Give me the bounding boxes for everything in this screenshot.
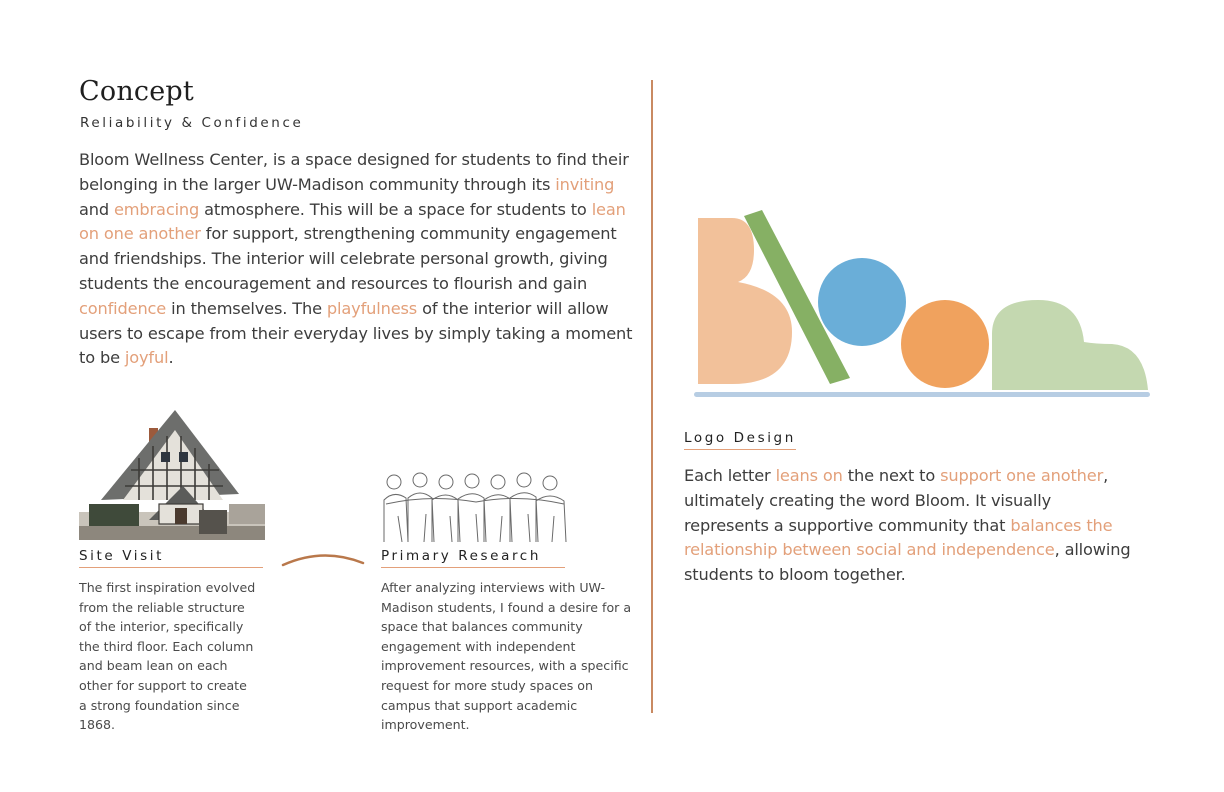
highlight-word: confidence — [79, 298, 167, 318]
intro-text: atmosphere. This will be a space for students to — [199, 199, 592, 219]
logo-underline — [694, 392, 1150, 397]
highlight-word: embracing — [114, 199, 200, 219]
primary-research-heading: Primary Research — [381, 548, 565, 568]
logo-text: , allowing students to bloom together. — [684, 540, 1131, 585]
highlight-word: inviting — [555, 174, 615, 194]
intro-text: of the interior will allow users to escape from their everyday lives by simply taking a moment to be — [79, 298, 633, 368]
logo-text: Each letter — [684, 466, 776, 485]
intro-text: in themselves. The — [166, 298, 327, 318]
logo-letter-o-blue — [818, 258, 906, 346]
primary-research-text: After analyzing interviews with UW-Madison students, I found a desire for a space that balances community engagement with independent improvement resources, with a specific request for more study spaces on campus that support academic improvement. — [381, 580, 632, 733]
logo-design-heading: Logo Design — [684, 430, 796, 450]
highlight-word: leans on — [775, 466, 843, 485]
people-sketch-illustration — [380, 468, 570, 542]
intro-text: . — [168, 348, 174, 368]
highlight-word: support one another — [940, 466, 1104, 485]
bloom-logo — [692, 206, 1152, 414]
highlight-word: playfulness — [326, 298, 418, 318]
site-visit-photo — [79, 408, 265, 540]
intro-text: and — [79, 199, 114, 219]
logo-design-paragraph — [684, 464, 1134, 588]
intro-text: Bloom Wellness Center, is a space designed for students to find their belonging in the larger UW-Madison community through its — [79, 150, 629, 194]
site-visit-heading: Site Visit — [79, 548, 263, 568]
logo-text: , ultimately creating the word Bloom. It visually represents a supportive community that — [684, 466, 1109, 535]
logo-letter-m — [992, 300, 1148, 390]
intro-text: for support, strengthening community engagement and friendships. The interior will celebrate personal growth, giving students the encouragement and resources to flourish and gain — [79, 224, 617, 293]
highlight-word: lean on one another — [79, 199, 626, 244]
concept-paragraph — [79, 148, 639, 371]
connector-arc — [280, 549, 366, 569]
highlight-word: balances the relationship between social and independence — [684, 515, 1113, 560]
vertical-divider — [651, 80, 653, 713]
logo-text: the next to — [842, 466, 941, 485]
logo-letter-o-orange — [901, 300, 989, 388]
site-visit-text: The first inspiration evolved from the reliable structure of the interior, specifically the third floor. Each column and beam lean on each other for support to create a strong foundation since 1868. — [79, 580, 256, 733]
highlight-word: joyful — [124, 348, 169, 368]
page-title: Concept — [79, 76, 194, 107]
page-subtitle: Reliability & Confidence — [80, 115, 304, 131]
